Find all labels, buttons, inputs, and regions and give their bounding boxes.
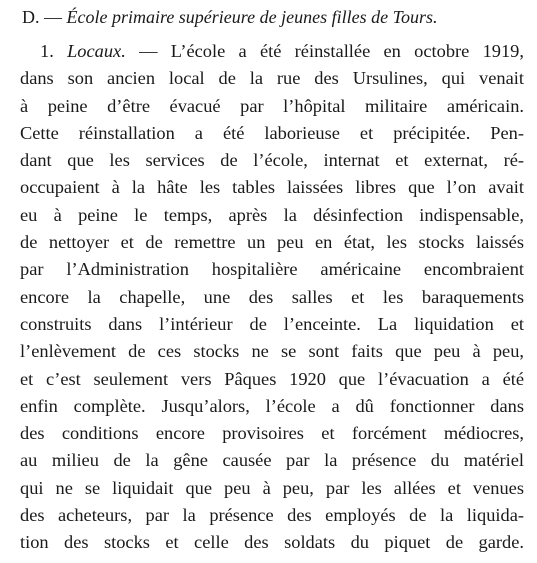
- paragraph-line: de nettoyer et de remettre un peu en état, les stocks laissés: [20, 232, 524, 253]
- section-heading: [22, 6, 532, 28]
- paragraph-line: des acheteurs, par la présence des employés de la liquida-: [20, 505, 524, 526]
- paragraph-line: l’enlèvement de ces stocks ne se sont faits que peu à peu,: [20, 341, 524, 362]
- paragraph-line: à peine d’être évacué par l’hôpital militaire américain.: [20, 95, 524, 116]
- paragraph-line: eu à peine le temps, après la désinfection indispensable,: [20, 204, 524, 225]
- paragraph-line: [20, 38, 524, 65]
- paragraph-line: dant que les services de l’école, internat et externat, ré-: [20, 150, 524, 171]
- body-paragraph: [20, 38, 524, 557]
- paragraph-section-title: Locaux.: [67, 41, 126, 61]
- paragraph-line: encore la chapelle, une des salles et les baraquements: [20, 286, 524, 307]
- paragraph-line: dans son ancien local de la rue des Ursulines, qui venait: [20, 68, 524, 89]
- heading-title: École primaire supérieure de jeunes filles de Tours.: [66, 7, 438, 27]
- paragraph-line: tion des stocks et celle des soldats du piquet de garde.: [20, 532, 524, 553]
- paragraph-number: 1.: [40, 41, 54, 61]
- paragraph-line: occupaient à la hâte les tables laissées libres que l’on avait: [20, 177, 524, 198]
- paragraph-line: qui ne se liquidait que peu à peu, par les allées et venues: [20, 477, 524, 498]
- heading-letter: D.: [22, 7, 40, 27]
- paragraph-line: au milieu de la gêne causée par la présence du matériel: [20, 450, 524, 471]
- heading-dash: —: [44, 7, 62, 27]
- paragraph-line: des conditions encore provisoires et forcément médiocres,: [20, 423, 524, 444]
- paragraph-line: et c’est seulement vers Pâques 1920 que l’évacuation a été: [20, 368, 524, 389]
- paragraph-line: construits dans l’intérieur de l’enceinte. La liquidation et: [20, 313, 524, 334]
- paragraph-line: Cette réinstallation a été laborieuse et précipitée. Pen-: [20, 122, 524, 143]
- paragraph-line: par l’Administration hospitalière américaine encombraient: [20, 259, 524, 280]
- paragraph-first-line-text: — L’école a été réinstallée en octobre 1919,: [139, 41, 524, 61]
- paragraph-line: enfin complète. Jusqu’alors, l’école a dû fonctionner dans: [20, 395, 524, 416]
